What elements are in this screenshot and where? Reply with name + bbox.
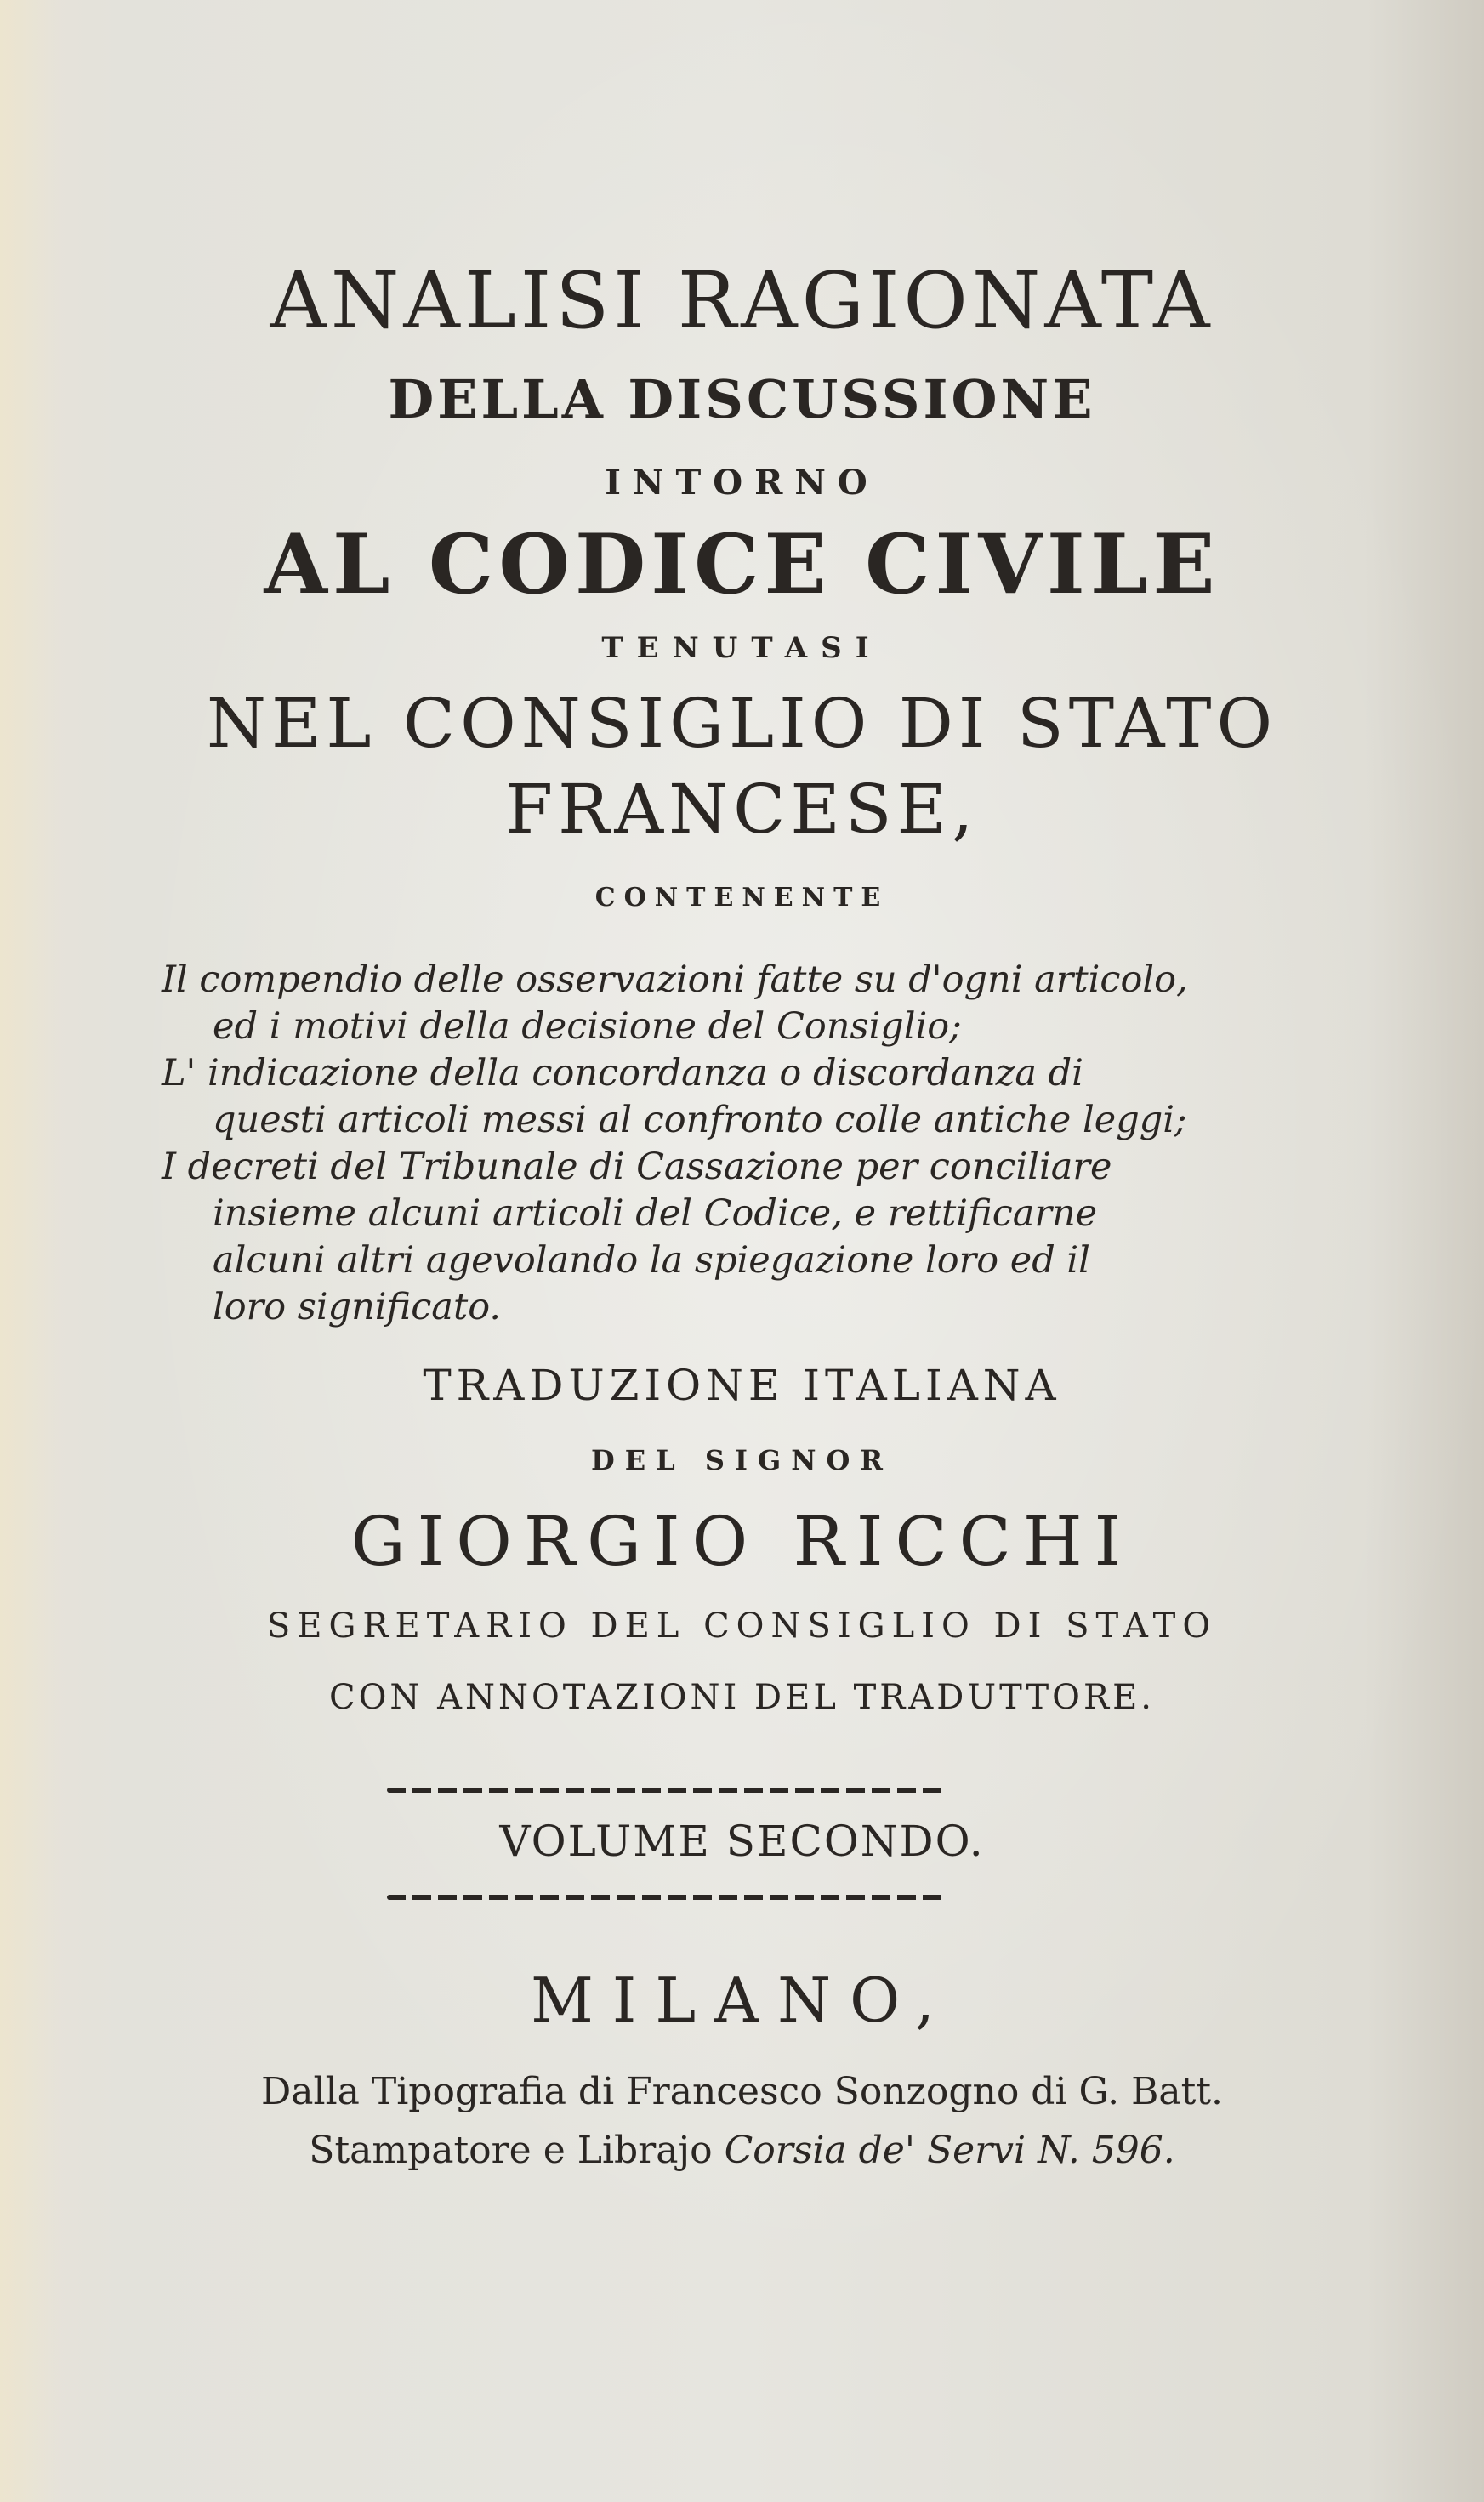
imprint-block [0,1965,1484,2172]
contents-line: I decreti del Tribunale di Cassazione per conciliare [162,1146,1112,1188]
title-line-8: CONTENENTE [594,883,890,913]
contents-line: ed i motivi della decisione del Consiglio; [213,1005,962,1048]
title-line-3: INTORNO [605,463,879,503]
imprint-city: MILANO, [531,1965,953,2036]
contents-line: questi articoli messi al confronto colle antiche leggi; [213,1099,1187,1141]
contents-description [162,957,1233,1331]
title-line-1: ANALISI RAGIONATA [270,255,1214,346]
translator-notes: CON ANNOTAZIONI DEL TRADUTTORE. [328,1678,1155,1717]
contents-line: Il compendio delle osservazioni fatte su d'ogni articolo, [162,958,1188,1001]
contents-line: insieme alcuni articoli del Codice, e rettificarne [213,1192,1098,1235]
title-block [0,255,1484,913]
imprint-address [0,2129,1484,2172]
imprint-address-main: Stampatore e Librajo [309,2129,713,2172]
title-line-7: FRANCESE, [505,770,979,849]
translation-block [0,1361,1484,1717]
translation-by: DEL SIGNOR [591,1444,893,1476]
contents-line: loro significato. [213,1286,502,1328]
title-line-2: DELLA DISCUSSIONE [388,368,1096,430]
title-line-6: NEL CONSIGLIO DI STATO [206,684,1278,763]
contents-line: L' indicazione della concordanza o discordanza di [162,1052,1083,1095]
ornamental-rule-bottom [387,1895,948,1900]
title-line-4: AL CODICE CIVILE [264,516,1220,612]
title-line-5: TENUTASI [601,631,883,665]
contents-line: alcuni altri agevolando la spiegazione loro ed il [213,1239,1090,1282]
translator-name: GIORGIO RICCHI [350,1502,1134,1581]
imprint-address-italic: Corsia de' Servi N. 596. [724,2129,1175,2172]
translator-role: SEGRETARIO DEL CONSIGLIO DI STATO [266,1606,1218,1646]
ornamental-rule-top [387,1788,948,1793]
volume-label: VOLUME SECONDO. [499,1817,985,1866]
imprint-printer: Dalla Tipografia di Francesco Sonzogno di G. Batt. [260,2070,1223,2113]
translation-heading: TRADUZIONE ITALIANA [423,1361,1061,1410]
